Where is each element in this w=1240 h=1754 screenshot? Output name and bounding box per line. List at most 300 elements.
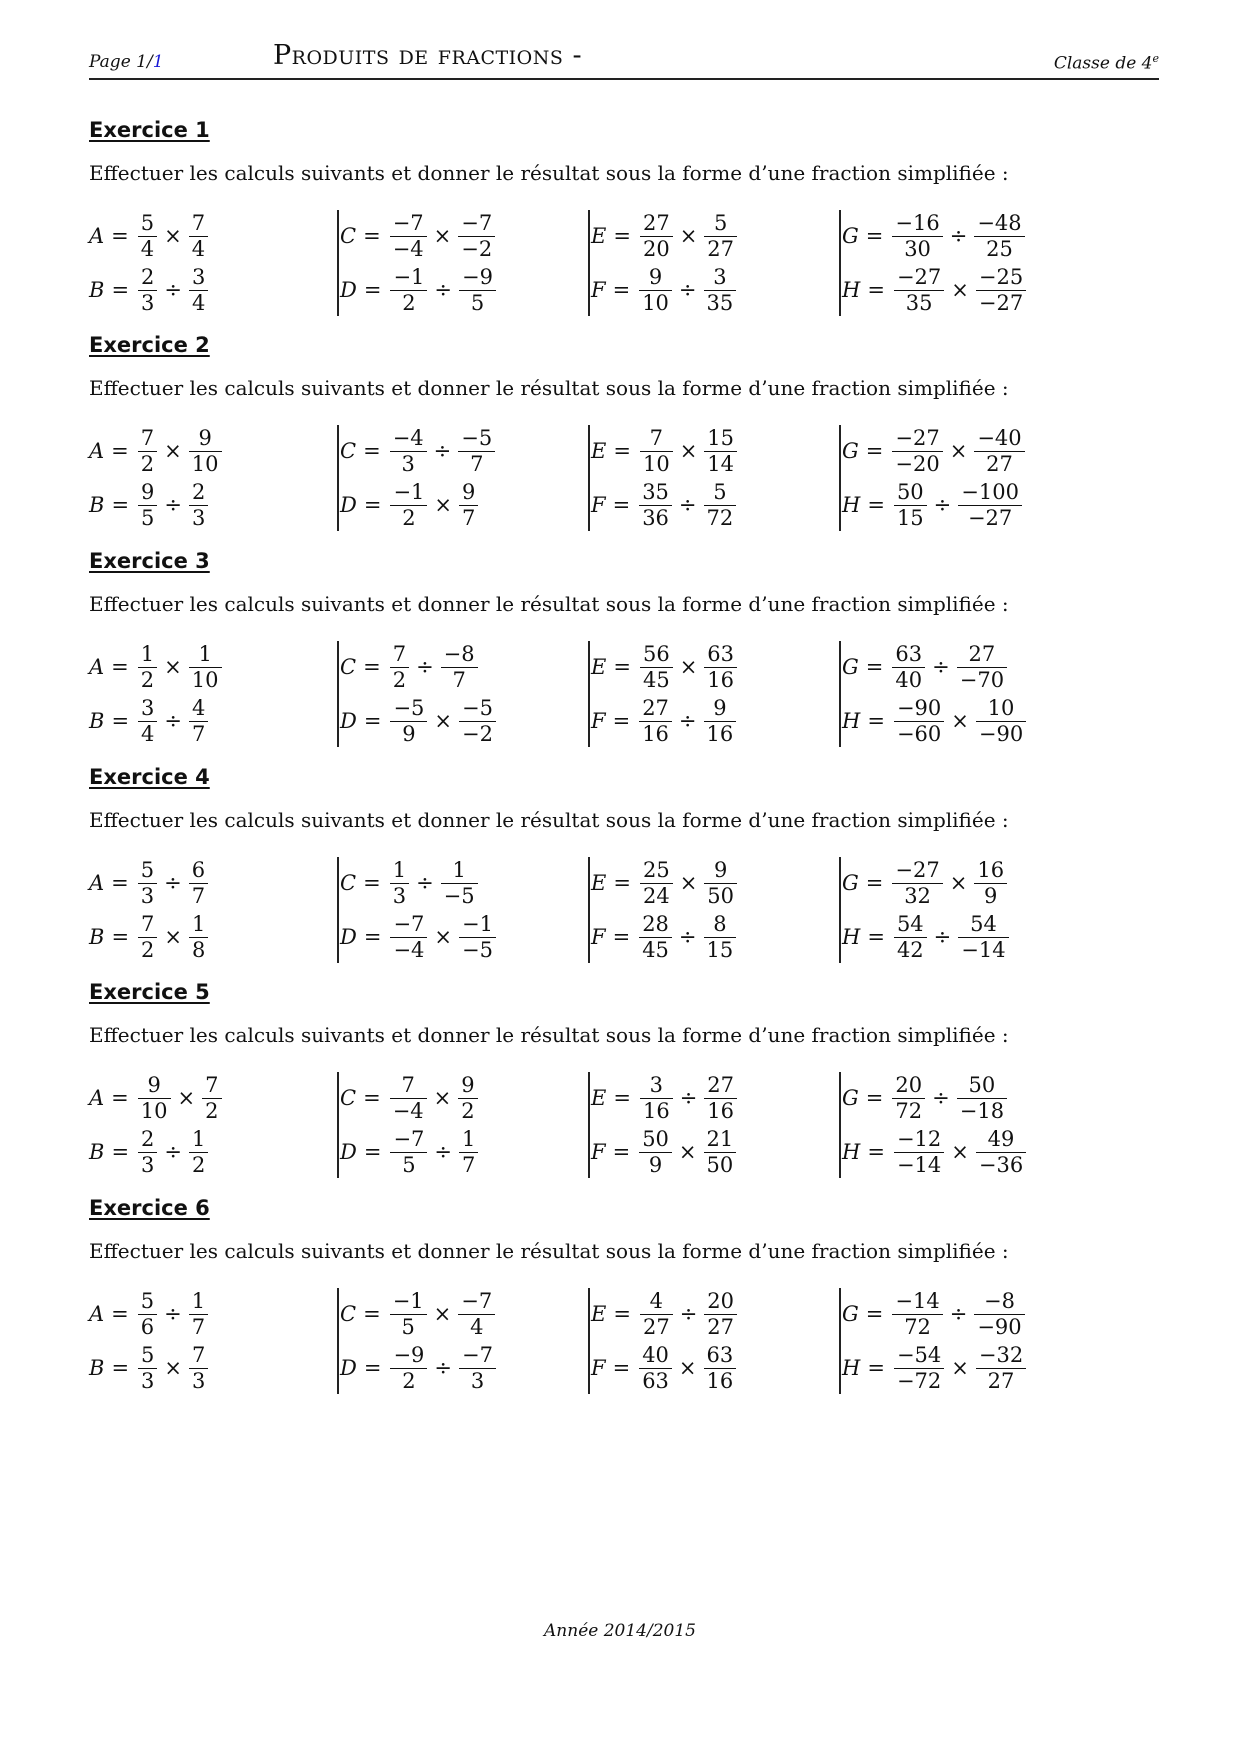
second-fraction xyxy=(958,479,1022,530)
numerator: −7 xyxy=(461,210,493,235)
variable-name: H xyxy=(842,925,861,949)
equals-sign: = xyxy=(111,709,130,733)
second-fraction xyxy=(976,695,1026,746)
operator: ÷ xyxy=(434,278,453,302)
numerator: 7 xyxy=(141,911,155,936)
numerator: 4 xyxy=(649,1288,663,1313)
denominator: 2 xyxy=(392,667,407,692)
equals-sign: = xyxy=(613,1302,631,1326)
variable-name: D xyxy=(340,278,357,302)
denominator: −4 xyxy=(392,1098,424,1123)
denominator: 7 xyxy=(192,721,206,746)
first-fraction xyxy=(640,857,673,908)
calculation-column xyxy=(89,1286,339,1398)
second-fraction xyxy=(189,1342,208,1393)
variable-name: G xyxy=(842,655,859,679)
equals-sign: = xyxy=(612,1140,631,1164)
operator: × xyxy=(433,224,452,248)
variable-name: B xyxy=(89,278,105,302)
numerator: 10 xyxy=(987,695,1015,720)
numerator: 9 xyxy=(713,857,728,882)
calculation xyxy=(89,855,210,911)
variable-name: B xyxy=(89,1356,105,1380)
column-separator xyxy=(337,425,339,531)
calculation-column xyxy=(340,208,590,320)
exercise-2 xyxy=(89,333,1159,563)
first-fraction xyxy=(138,641,157,692)
variable-name: C xyxy=(340,1302,357,1326)
denominator: 4 xyxy=(470,1314,484,1339)
equals-sign: = xyxy=(865,224,884,248)
calculation xyxy=(340,423,497,479)
denominator: 9 xyxy=(648,1152,663,1177)
denominator: 7 xyxy=(191,1314,206,1339)
calculation xyxy=(89,208,210,264)
denominator: 7 xyxy=(452,667,466,692)
calculation-column xyxy=(842,423,1092,535)
numerator: −1 xyxy=(393,479,425,504)
calculation xyxy=(89,1340,210,1396)
calculation xyxy=(89,477,210,533)
numerator: −8 xyxy=(443,641,475,666)
calculation-column xyxy=(89,208,339,320)
numerator: −7 xyxy=(461,1288,493,1313)
second-fraction xyxy=(957,1072,1007,1123)
page-total-link[interactable]: 1 xyxy=(152,52,164,72)
denominator: 63 xyxy=(642,1368,669,1393)
calculation xyxy=(591,1340,738,1396)
denominator: 14 xyxy=(707,451,735,476)
equals-sign: = xyxy=(111,1356,130,1380)
denominator: 72 xyxy=(706,505,734,530)
numerator: −7 xyxy=(462,1342,493,1367)
calculation-column xyxy=(89,855,339,967)
operator: × xyxy=(679,224,698,248)
numerator: 1 xyxy=(392,857,407,882)
calculation-column xyxy=(340,423,590,535)
denominator: −70 xyxy=(959,667,1005,692)
operator: ÷ xyxy=(164,1140,183,1164)
equals-sign: = xyxy=(111,493,130,517)
second-fraction xyxy=(189,1126,208,1177)
calculation-column xyxy=(842,208,1092,320)
calculation-column xyxy=(89,1070,339,1182)
exercise-title: Exercice 4 xyxy=(89,765,210,789)
calculation xyxy=(591,909,738,965)
second-fraction xyxy=(958,911,1008,962)
first-fraction xyxy=(639,1342,672,1393)
denominator: 4 xyxy=(141,721,155,746)
equals-sign: = xyxy=(613,655,631,679)
variable-name: G xyxy=(842,1086,859,1110)
second-fraction xyxy=(704,1342,737,1393)
denominator: 2 xyxy=(402,505,416,530)
numerator: 20 xyxy=(895,1072,923,1097)
second-fraction xyxy=(189,264,208,315)
numerator: 50 xyxy=(968,1072,996,1097)
exercise-title: Exercice 1 xyxy=(89,118,210,142)
variable-name: F xyxy=(591,709,606,733)
equals-sign: = xyxy=(363,1302,381,1326)
numerator: 9 xyxy=(648,264,663,289)
first-fraction xyxy=(390,479,427,530)
first-fraction xyxy=(892,425,942,476)
numerator: 28 xyxy=(642,911,669,936)
first-fraction xyxy=(138,1342,157,1393)
column-separator xyxy=(337,1072,339,1178)
denominator: −27 xyxy=(967,505,1013,530)
denominator: 27 xyxy=(986,451,1013,476)
first-fraction xyxy=(390,857,409,908)
operator: × xyxy=(678,1140,697,1164)
variable-name: G xyxy=(842,1302,859,1326)
denominator: 27 xyxy=(707,236,735,261)
variable-name: B xyxy=(89,1140,105,1164)
calculation xyxy=(340,1124,480,1180)
denominator: 2 xyxy=(461,1098,475,1123)
calculation xyxy=(340,1340,498,1396)
variable-name: A xyxy=(89,871,105,895)
second-fraction xyxy=(459,264,496,315)
denominator: 8 xyxy=(192,937,206,962)
operator: × xyxy=(951,278,969,302)
header-rule xyxy=(89,78,1159,80)
numerator: −14 xyxy=(895,1288,940,1313)
numerator: 1 xyxy=(452,857,466,882)
numerator: 7 xyxy=(649,425,663,450)
numerator: −48 xyxy=(977,210,1022,235)
class-label xyxy=(1054,52,1159,74)
denominator: 40 xyxy=(895,667,923,692)
first-fraction xyxy=(639,479,672,530)
variable-name: G xyxy=(842,439,859,463)
denominator: 15 xyxy=(706,937,734,962)
numerator: 7 xyxy=(191,210,206,235)
denominator: −90 xyxy=(977,1314,1022,1339)
denominator: 25 xyxy=(986,236,1013,261)
equals-sign: = xyxy=(613,439,631,463)
operator: × xyxy=(951,1356,969,1380)
equals-sign: = xyxy=(613,871,631,895)
calculation-column xyxy=(842,1070,1092,1182)
denominator: 16 xyxy=(642,721,669,746)
numerator: 35 xyxy=(642,479,669,504)
numerator: 63 xyxy=(707,641,735,666)
second-fraction xyxy=(974,210,1024,261)
operator: ÷ xyxy=(164,709,183,733)
operator: × xyxy=(433,1086,452,1110)
numerator: 27 xyxy=(642,210,670,235)
numerator: 20 xyxy=(707,1288,735,1313)
denominator: 3 xyxy=(140,883,155,908)
calculation-grid xyxy=(89,1286,1159,1398)
calculation-column xyxy=(842,639,1092,751)
numerator: 15 xyxy=(707,425,735,450)
operator: × xyxy=(433,1302,452,1326)
denominator: 10 xyxy=(140,1098,168,1123)
page-number xyxy=(89,52,164,72)
operator: × xyxy=(951,709,969,733)
calculation xyxy=(89,262,210,318)
numerator: −16 xyxy=(895,210,940,235)
first-fraction xyxy=(390,911,427,962)
calculation xyxy=(340,1070,480,1126)
denominator: 3 xyxy=(470,1368,485,1393)
first-fraction xyxy=(894,1342,944,1393)
denominator: 4 xyxy=(140,236,155,261)
first-fraction xyxy=(138,264,157,315)
numerator: −5 xyxy=(462,695,493,720)
operator: × xyxy=(679,871,698,895)
column-separator xyxy=(588,1072,590,1178)
calculation xyxy=(842,909,1011,965)
page-number-prefix: Page 1/ xyxy=(89,52,153,72)
second-fraction xyxy=(189,1288,208,1339)
calculation xyxy=(591,262,738,318)
second-fraction xyxy=(704,1126,737,1177)
operator: ÷ xyxy=(416,871,434,895)
first-fraction xyxy=(138,1072,171,1123)
equals-sign: = xyxy=(865,1302,884,1326)
denominator: −2 xyxy=(462,721,493,746)
denominator: 10 xyxy=(642,290,669,315)
calculation xyxy=(89,1070,224,1126)
numerator: 50 xyxy=(896,479,924,504)
numerator: 56 xyxy=(642,641,670,666)
denominator: 5 xyxy=(141,505,155,530)
denominator: 72 xyxy=(904,1314,931,1339)
operator: ÷ xyxy=(678,709,697,733)
calculation xyxy=(89,1286,210,1342)
variable-name: A xyxy=(89,1302,105,1326)
numerator: −7 xyxy=(392,210,424,235)
numerator: 7 xyxy=(392,641,407,666)
second-fraction xyxy=(704,264,737,315)
numerator: 5 xyxy=(713,479,727,504)
operator: ÷ xyxy=(434,1356,453,1380)
denominator: 4 xyxy=(191,236,206,261)
calculation xyxy=(591,1286,739,1342)
calculation xyxy=(842,855,1009,911)
variable-name: E xyxy=(591,224,607,248)
equals-sign: = xyxy=(363,1140,382,1164)
operator: ÷ xyxy=(164,871,182,895)
exercise-6 xyxy=(89,1196,1159,1426)
calculation-column xyxy=(340,639,590,751)
second-fraction xyxy=(704,1288,737,1339)
first-fraction xyxy=(138,1126,157,1177)
numerator: −27 xyxy=(895,857,940,882)
variable-name: H xyxy=(842,278,861,302)
variable-name: H xyxy=(842,1140,861,1164)
variable-name: A xyxy=(89,655,105,679)
numerator: 21 xyxy=(706,1126,734,1151)
first-fraction xyxy=(640,210,673,261)
calculation xyxy=(591,477,738,533)
denominator: −20 xyxy=(895,451,940,476)
variable-name: C xyxy=(340,871,357,895)
column-separator xyxy=(337,641,339,747)
denominator: 3 xyxy=(141,1368,155,1393)
variable-name: G xyxy=(842,224,859,248)
second-fraction xyxy=(459,1342,496,1393)
operator: ÷ xyxy=(678,278,697,302)
second-fraction xyxy=(974,857,1007,908)
second-fraction xyxy=(704,857,737,908)
first-fraction xyxy=(894,1126,944,1177)
second-fraction xyxy=(459,911,496,962)
first-fraction xyxy=(390,425,427,476)
numerator: 54 xyxy=(896,911,924,936)
denominator: 9 xyxy=(402,721,416,746)
first-fraction xyxy=(138,479,157,530)
denominator: −36 xyxy=(978,1152,1024,1177)
exercise-instruction: Effectuer les calculs suivants et donner le résultat sous la forme d’une fraction simplifiée : xyxy=(89,376,1009,400)
variable-name: F xyxy=(591,493,606,517)
first-fraction xyxy=(894,695,944,746)
operator: ÷ xyxy=(164,278,183,302)
numerator: 25 xyxy=(642,857,670,882)
denominator: 2 xyxy=(192,1152,206,1177)
numerator: 1 xyxy=(198,641,212,666)
denominator: 50 xyxy=(706,1152,734,1177)
second-fraction xyxy=(441,857,478,908)
denominator: 4 xyxy=(192,290,206,315)
second-fraction xyxy=(189,695,208,746)
denominator: 35 xyxy=(905,290,933,315)
second-fraction xyxy=(458,425,495,476)
numerator: 27 xyxy=(968,641,996,666)
numerator: 9 xyxy=(461,1072,475,1097)
numerator: 2 xyxy=(141,1126,155,1151)
first-fraction xyxy=(892,1072,925,1123)
second-fraction xyxy=(976,264,1026,315)
calculation xyxy=(340,639,480,695)
operator: × xyxy=(679,655,698,679)
first-fraction xyxy=(138,1288,157,1339)
numerator: 16 xyxy=(977,857,1005,882)
equals-sign: = xyxy=(363,278,382,302)
equals-sign: = xyxy=(612,493,631,517)
calculation-column xyxy=(89,423,339,535)
first-fraction xyxy=(640,1288,673,1339)
numerator: −90 xyxy=(896,695,942,720)
column-separator xyxy=(588,425,590,531)
calculation xyxy=(842,639,1009,695)
denominator: 3 xyxy=(401,451,415,476)
operator: ÷ xyxy=(433,439,452,463)
first-fraction xyxy=(138,425,157,476)
numerator: 9 xyxy=(141,479,155,504)
equals-sign: = xyxy=(111,1140,130,1164)
calculation xyxy=(340,1286,497,1342)
column-separator xyxy=(588,641,590,747)
denominator: −90 xyxy=(978,721,1024,746)
denominator: 16 xyxy=(706,1368,734,1393)
equals-sign: = xyxy=(612,925,631,949)
denominator: −5 xyxy=(443,883,475,908)
variable-name: F xyxy=(591,925,606,949)
first-fraction xyxy=(390,210,427,261)
denominator: 3 xyxy=(192,505,206,530)
numerator: 1 xyxy=(140,641,155,666)
numerator: −1 xyxy=(392,1288,424,1313)
equals-sign: = xyxy=(867,925,885,949)
page-footer: Année 2014/2015 xyxy=(544,1621,696,1641)
equals-sign: = xyxy=(613,1086,631,1110)
numerator: −7 xyxy=(393,1126,425,1151)
numerator: −54 xyxy=(896,1342,942,1367)
numerator: −27 xyxy=(895,425,940,450)
first-fraction xyxy=(892,641,925,692)
denominator: 10 xyxy=(191,451,219,476)
denominator: 35 xyxy=(706,290,734,315)
variable-name: A xyxy=(89,1086,105,1110)
exercise-instruction: Effectuer les calculs suivants et donner le résultat sous la forme d’une fraction simplifiée : xyxy=(89,808,1009,832)
equals-sign: = xyxy=(363,709,382,733)
calculation-column xyxy=(340,855,590,967)
calculation-grid xyxy=(89,639,1159,751)
operator: × xyxy=(164,224,182,248)
variable-name: E xyxy=(591,871,607,895)
denominator: 7 xyxy=(191,883,206,908)
second-fraction xyxy=(704,210,737,261)
numerator: 49 xyxy=(987,1126,1015,1151)
denominator: 10 xyxy=(191,667,219,692)
equals-sign: = xyxy=(865,871,884,895)
equals-sign: = xyxy=(865,1086,884,1110)
numerator: 5 xyxy=(140,210,155,235)
second-fraction xyxy=(459,695,496,746)
calculation-column xyxy=(591,208,841,320)
denominator: −27 xyxy=(978,290,1024,315)
calculation xyxy=(591,208,739,264)
denominator: 5 xyxy=(402,1152,416,1177)
first-fraction xyxy=(138,210,157,261)
second-fraction xyxy=(189,210,208,261)
variable-name: D xyxy=(340,1356,357,1380)
variable-name: H xyxy=(842,493,861,517)
denominator: 36 xyxy=(642,505,669,530)
variable-name: D xyxy=(340,493,357,517)
column-separator xyxy=(839,210,841,316)
variable-name: E xyxy=(591,439,607,463)
numerator: −9 xyxy=(462,264,493,289)
first-fraction xyxy=(639,695,672,746)
numerator: 1 xyxy=(462,1126,476,1151)
numerator: −40 xyxy=(977,425,1022,450)
calculation xyxy=(89,693,210,749)
operator: × xyxy=(434,925,453,949)
column-separator xyxy=(839,1288,841,1394)
denominator: −14 xyxy=(896,1152,942,1177)
operator: × xyxy=(164,1356,183,1380)
second-fraction xyxy=(441,641,478,692)
operator: ÷ xyxy=(434,1140,453,1164)
variable-name: F xyxy=(591,1356,606,1380)
calculation xyxy=(842,477,1024,533)
variable-name: B xyxy=(89,709,105,733)
variable-name: H xyxy=(842,709,861,733)
calculation-column xyxy=(89,639,339,751)
variable-name: E xyxy=(591,1302,607,1326)
denominator: 20 xyxy=(642,236,670,261)
operator: ÷ xyxy=(949,1302,968,1326)
second-fraction xyxy=(974,1288,1024,1339)
denominator: −60 xyxy=(896,721,942,746)
numerator: 2 xyxy=(192,479,206,504)
calculation xyxy=(842,1070,1009,1126)
